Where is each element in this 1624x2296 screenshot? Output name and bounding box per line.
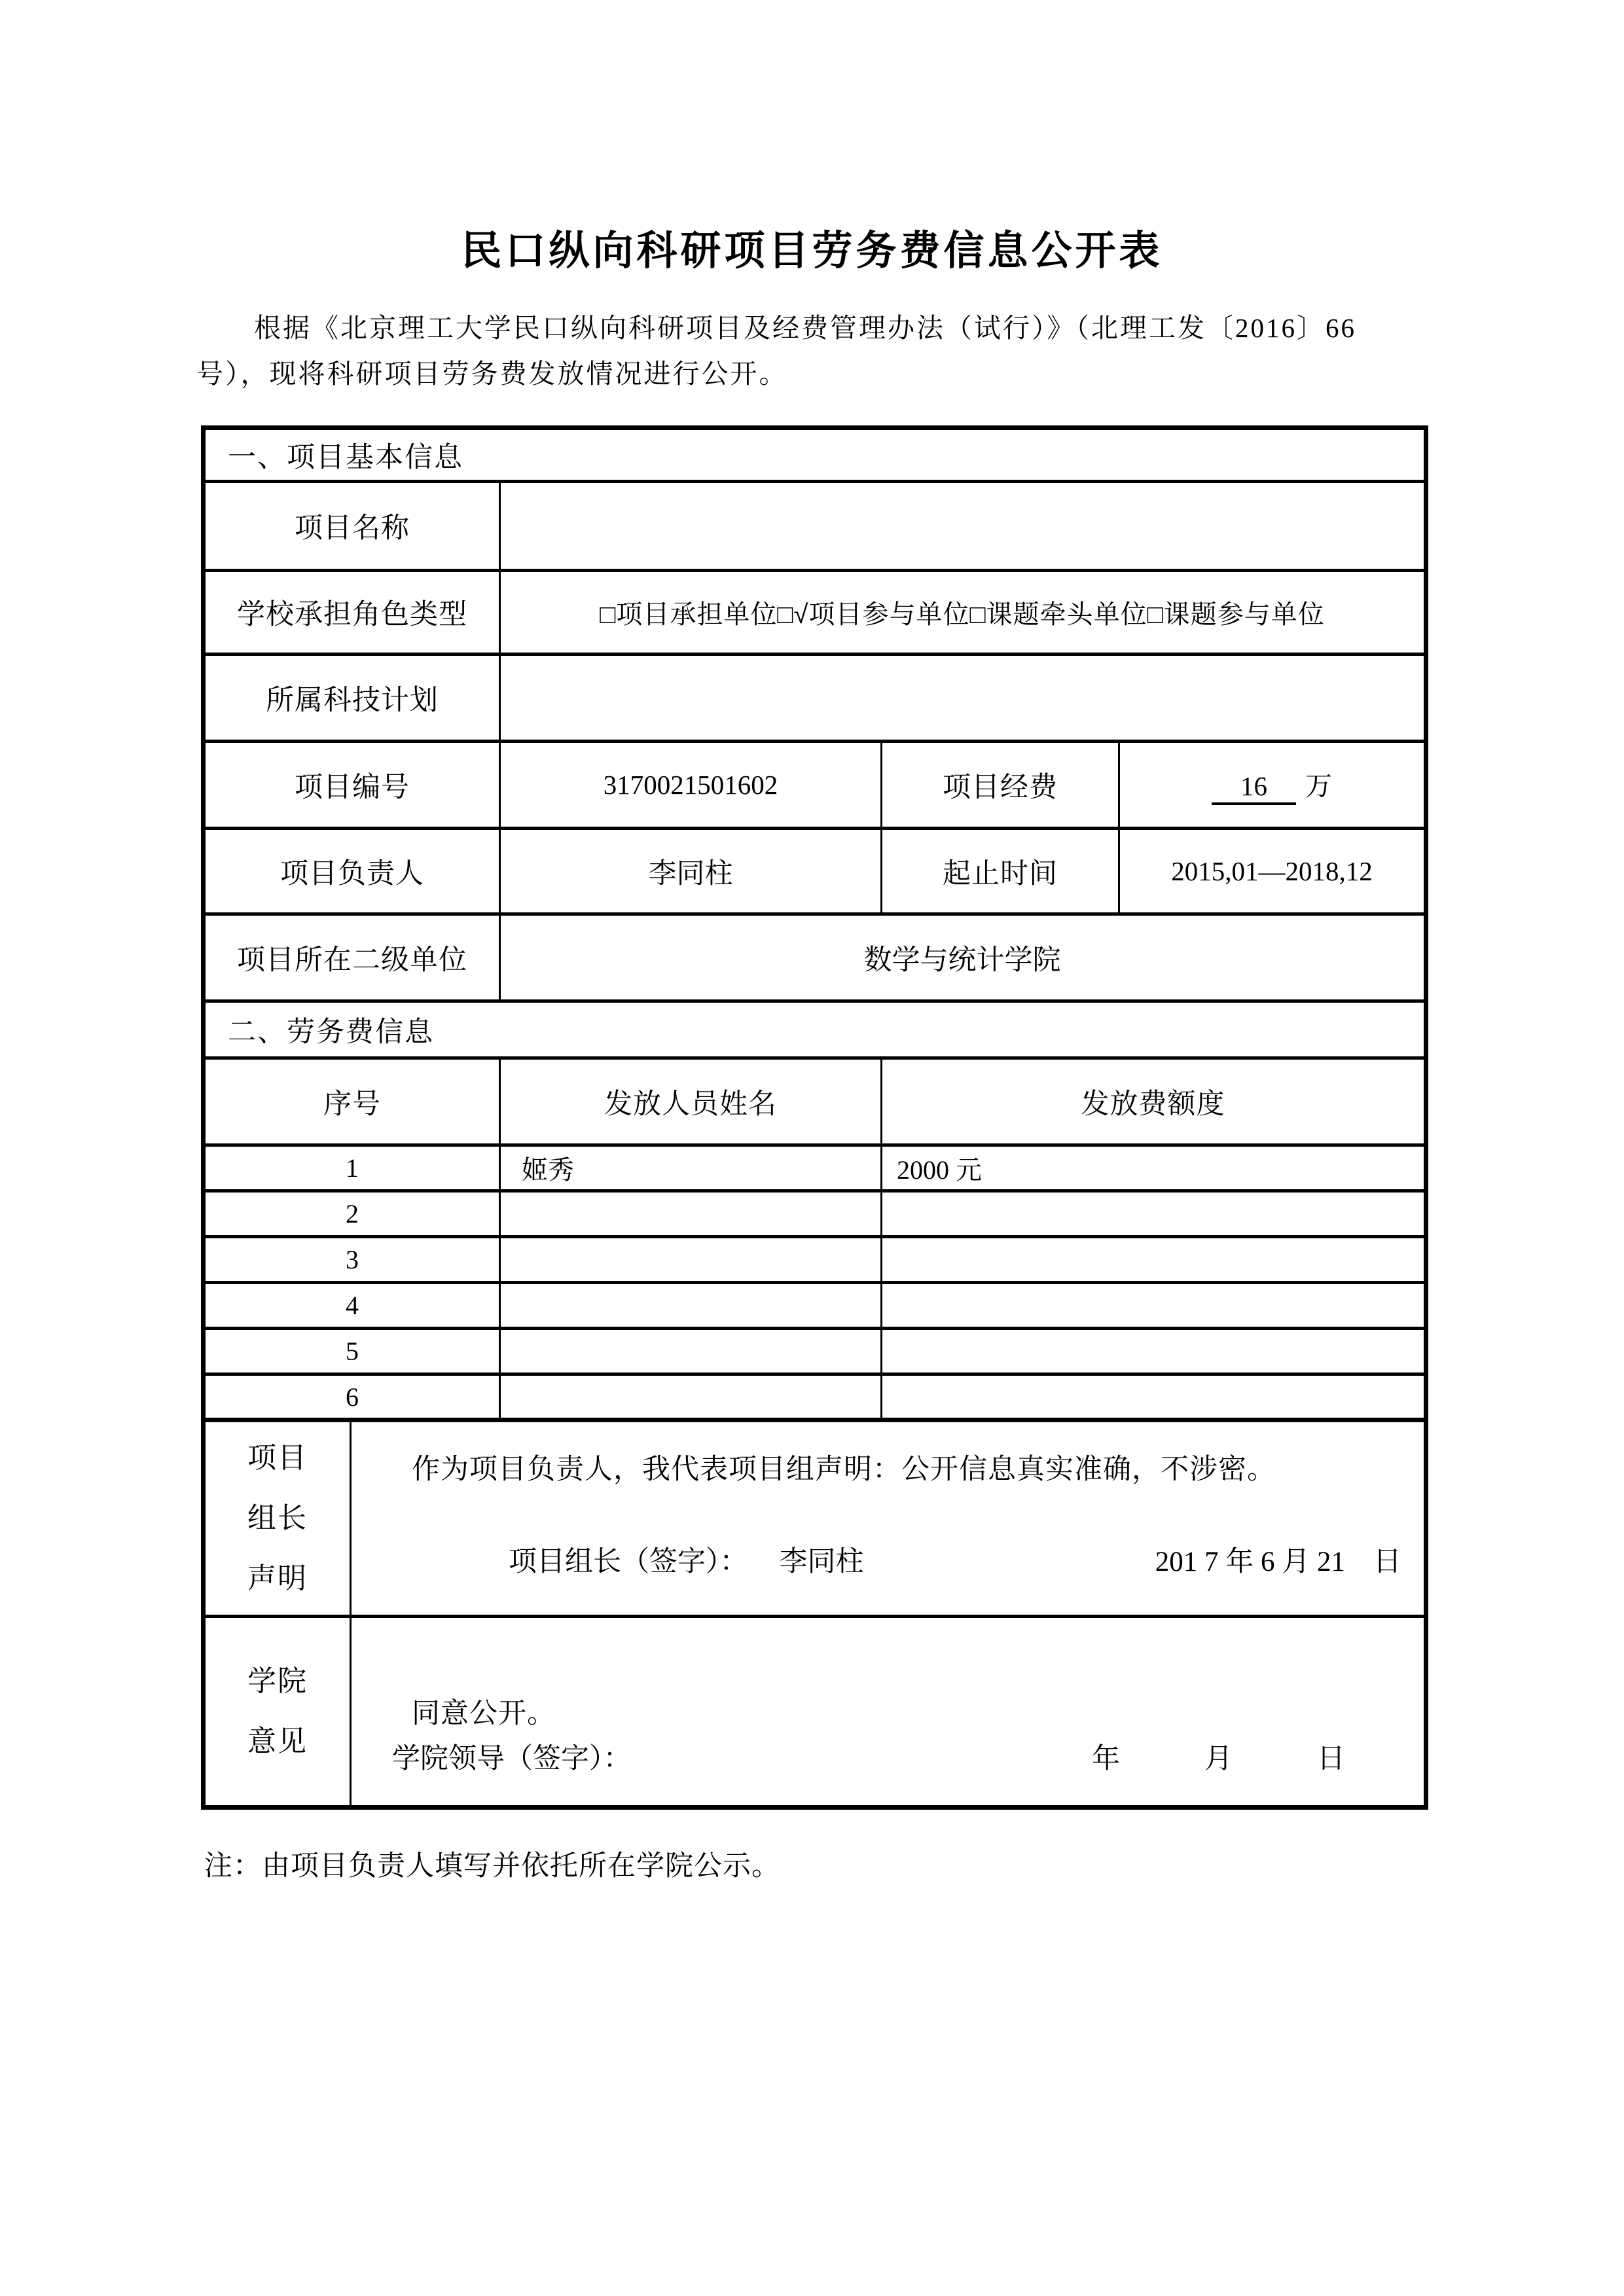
project-name-value bbox=[500, 482, 1426, 571]
row-amount: 2000 元 bbox=[882, 1145, 1426, 1191]
row-name bbox=[500, 1329, 882, 1374]
row-name: 姬秀 bbox=[500, 1145, 882, 1191]
section2-header: 二、劳务费信息 bbox=[204, 1001, 1426, 1058]
page-title: 民口纵向科研项目劳务费信息公开表 bbox=[461, 228, 1163, 274]
unit-label: 项目所在二级单位 bbox=[204, 914, 500, 1001]
college-date-blanks: 年 月 日 bbox=[1092, 1743, 1345, 1774]
project-info-table bbox=[201, 425, 1428, 1422]
declaration-content-cell bbox=[351, 1420, 1426, 1617]
unit-value: 数学与统计学院 bbox=[500, 914, 1426, 1001]
program-row bbox=[204, 655, 1426, 742]
college-sign-label: 学院领导（签字）： bbox=[392, 1743, 632, 1774]
row-name bbox=[500, 1237, 882, 1283]
college-opinion-label bbox=[204, 1617, 351, 1808]
labor-fee-header-row bbox=[204, 1058, 1426, 1145]
declaration-sign-label: 项目组长（签字）： bbox=[509, 1546, 748, 1577]
funding-label: 项目经费 bbox=[882, 742, 1119, 829]
role-type-checkboxes: □项目承担单位□√项目参与单位□课题牵头单位□课题参与单位 bbox=[500, 571, 1426, 655]
declaration-label-line3: 声明 bbox=[247, 1562, 308, 1594]
declaration-signer: 李同柱 bbox=[779, 1546, 864, 1577]
row-no: 1 bbox=[204, 1145, 500, 1191]
row-no: 5 bbox=[204, 1329, 500, 1374]
project-name-label: 项目名称 bbox=[204, 482, 500, 571]
project-name-row bbox=[204, 482, 1426, 571]
college-label-line1: 学院 bbox=[247, 1665, 308, 1697]
row-no: 4 bbox=[204, 1283, 500, 1329]
leader-value: 李同柱 bbox=[500, 829, 882, 914]
declaration-label-line2: 组长 bbox=[247, 1502, 308, 1534]
funding-unit: 万 bbox=[1305, 770, 1332, 801]
row-name bbox=[500, 1191, 882, 1237]
project-no-value: 3170021501602 bbox=[500, 742, 882, 829]
section2-header-row bbox=[204, 1001, 1426, 1058]
role-type-row bbox=[204, 571, 1426, 655]
col-header-no: 序号 bbox=[204, 1058, 500, 1145]
document-page bbox=[0, 218, 1624, 2296]
leader-row bbox=[204, 829, 1426, 914]
col-header-name: 发放人员姓名 bbox=[500, 1058, 882, 1145]
declaration-row bbox=[204, 1420, 1426, 1617]
declaration-label bbox=[204, 1420, 351, 1617]
row-no: 3 bbox=[204, 1237, 500, 1283]
row-amount bbox=[882, 1237, 1426, 1283]
college-label-line2: 意见 bbox=[247, 1725, 308, 1757]
college-comment: 同意公开。 bbox=[412, 1698, 556, 1729]
college-opinion-row bbox=[204, 1617, 1426, 1808]
funding-value-cell bbox=[1119, 742, 1426, 829]
funding-amount: 16 bbox=[1212, 772, 1296, 805]
row-amount bbox=[882, 1329, 1426, 1374]
intro-paragraph: 根据《北京理工大学民口纵向科研项目及经费管理办法（试行）》（北理工发〔2016〕66 号），现将科研项目劳务费发放情况进行公开。 bbox=[196, 313, 1356, 389]
college-sign-line bbox=[392, 1736, 1345, 1776]
duration-value: 2015,01—2018,12 bbox=[1119, 829, 1426, 914]
labor-row-4 bbox=[204, 1283, 1426, 1329]
role-type-label: 学校承担角色类型 bbox=[204, 571, 500, 655]
row-name bbox=[500, 1374, 882, 1420]
program-label: 所属科技计划 bbox=[204, 655, 500, 742]
project-no-row bbox=[204, 742, 1426, 829]
row-no: 6 bbox=[204, 1374, 500, 1420]
row-name bbox=[500, 1283, 882, 1329]
labor-row-6 bbox=[204, 1374, 1426, 1420]
declaration-date: 201 7 年 6 月 21 日 bbox=[1155, 1547, 1401, 1577]
declaration-sign-line bbox=[509, 1539, 1401, 1579]
duration-label: 起止时间 bbox=[882, 829, 1119, 914]
row-amount bbox=[882, 1283, 1426, 1329]
section1-header-row bbox=[204, 428, 1426, 482]
declaration-sign-group bbox=[509, 1539, 864, 1579]
labor-row-5 bbox=[204, 1329, 1426, 1374]
labor-row-3 bbox=[204, 1237, 1426, 1283]
signature-table bbox=[201, 1418, 1428, 1810]
declaration-statement: 作为项目负责人，我代表项目组声明：公开信息真实准确，不涉密。 bbox=[412, 1454, 1276, 1485]
program-value bbox=[500, 655, 1426, 742]
leader-label: 项目负责人 bbox=[204, 829, 500, 914]
col-header-amount: 发放费额度 bbox=[882, 1058, 1426, 1145]
labor-row-1 bbox=[204, 1145, 1426, 1191]
row-amount bbox=[882, 1374, 1426, 1420]
declaration-label-line1: 项目 bbox=[247, 1442, 308, 1474]
footnote: 注：由项目负责人填写并依托所在学院公示。 bbox=[204, 1850, 780, 1882]
labor-row-2 bbox=[204, 1191, 1426, 1237]
college-content-cell bbox=[351, 1617, 1426, 1808]
project-no-label: 项目编号 bbox=[204, 742, 500, 829]
row-amount bbox=[882, 1191, 1426, 1237]
section1-header: 一、项目基本信息 bbox=[204, 428, 1426, 482]
row-no: 2 bbox=[204, 1191, 500, 1237]
unit-row bbox=[204, 914, 1426, 1001]
